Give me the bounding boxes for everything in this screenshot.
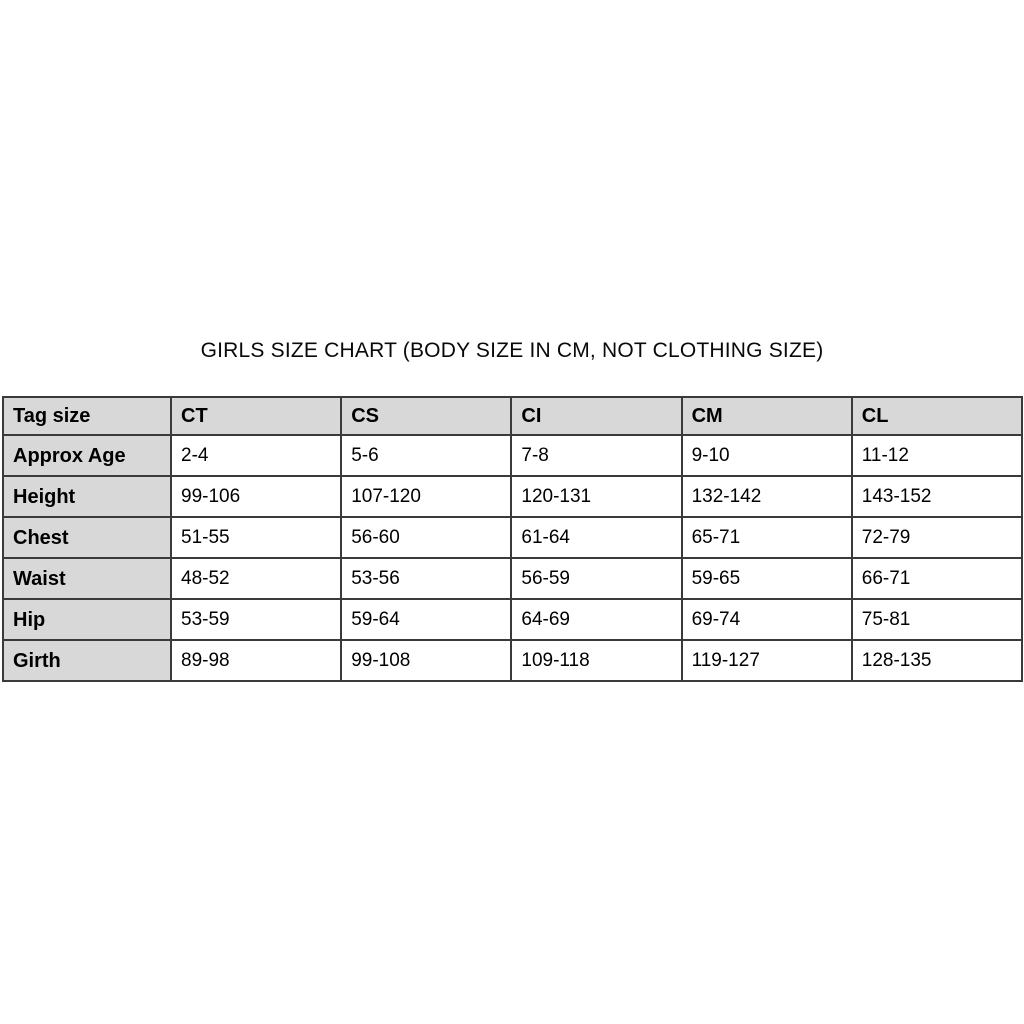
column-header-tag-size: Tag size bbox=[3, 397, 171, 435]
row-label: Height bbox=[3, 476, 171, 517]
table-cell: 56-59 bbox=[511, 558, 681, 599]
column-header-size-ct: CT bbox=[171, 397, 341, 435]
table-cell: 72-79 bbox=[852, 517, 1022, 558]
table-cell: 143-152 bbox=[852, 476, 1022, 517]
size-chart-title: GIRLS SIZE CHART (BODY SIZE IN CM, NOT CLOTHING SIZE) bbox=[200, 339, 824, 362]
table-row-approx-age bbox=[3, 435, 1022, 476]
table-cell: 69-74 bbox=[682, 599, 852, 640]
table-cell: 128-135 bbox=[852, 640, 1022, 681]
table-cell: 11-12 bbox=[852, 435, 1022, 476]
column-header-size-cl: CL bbox=[852, 397, 1022, 435]
table-cell: 75-81 bbox=[852, 599, 1022, 640]
table-cell: 53-59 bbox=[171, 599, 341, 640]
table-row-hip bbox=[3, 599, 1022, 640]
row-label: Waist bbox=[3, 558, 171, 599]
table-row-chest bbox=[3, 517, 1022, 558]
table-cell: 59-64 bbox=[341, 599, 511, 640]
table-cell: 5-6 bbox=[341, 435, 511, 476]
table-row-waist bbox=[3, 558, 1022, 599]
table-cell: 107-120 bbox=[341, 476, 511, 517]
table-cell: 59-65 bbox=[682, 558, 852, 599]
size-chart-table bbox=[2, 396, 1023, 682]
table-cell: 53-56 bbox=[341, 558, 511, 599]
table-cell: 64-69 bbox=[511, 599, 681, 640]
column-header-size-ci: CI bbox=[511, 397, 681, 435]
table-cell: 119-127 bbox=[682, 640, 852, 681]
table-cell: 99-106 bbox=[171, 476, 341, 517]
column-header-size-cs: CS bbox=[341, 397, 511, 435]
table-cell: 2-4 bbox=[171, 435, 341, 476]
table-cell: 51-55 bbox=[171, 517, 341, 558]
table-cell: 65-71 bbox=[682, 517, 852, 558]
row-label: Girth bbox=[3, 640, 171, 681]
table-cell: 48-52 bbox=[171, 558, 341, 599]
table-cell: 56-60 bbox=[341, 517, 511, 558]
row-label: Approx Age bbox=[3, 435, 171, 476]
table-cell: 109-118 bbox=[511, 640, 681, 681]
row-label: Hip bbox=[3, 599, 171, 640]
table-cell: 89-98 bbox=[171, 640, 341, 681]
header-row bbox=[3, 397, 1022, 435]
table-row-girth bbox=[3, 640, 1022, 681]
size-chart-table-header bbox=[3, 397, 1022, 435]
size-chart-table-body bbox=[3, 435, 1022, 681]
table-row-height bbox=[3, 476, 1022, 517]
table-cell: 9-10 bbox=[682, 435, 852, 476]
table-cell: 66-71 bbox=[852, 558, 1022, 599]
table-cell: 61-64 bbox=[511, 517, 681, 558]
column-header-size-cm: CM bbox=[682, 397, 852, 435]
table-cell: 120-131 bbox=[511, 476, 681, 517]
table-cell: 99-108 bbox=[341, 640, 511, 681]
table-cell: 132-142 bbox=[682, 476, 852, 517]
row-label: Chest bbox=[3, 517, 171, 558]
table-cell: 7-8 bbox=[511, 435, 681, 476]
